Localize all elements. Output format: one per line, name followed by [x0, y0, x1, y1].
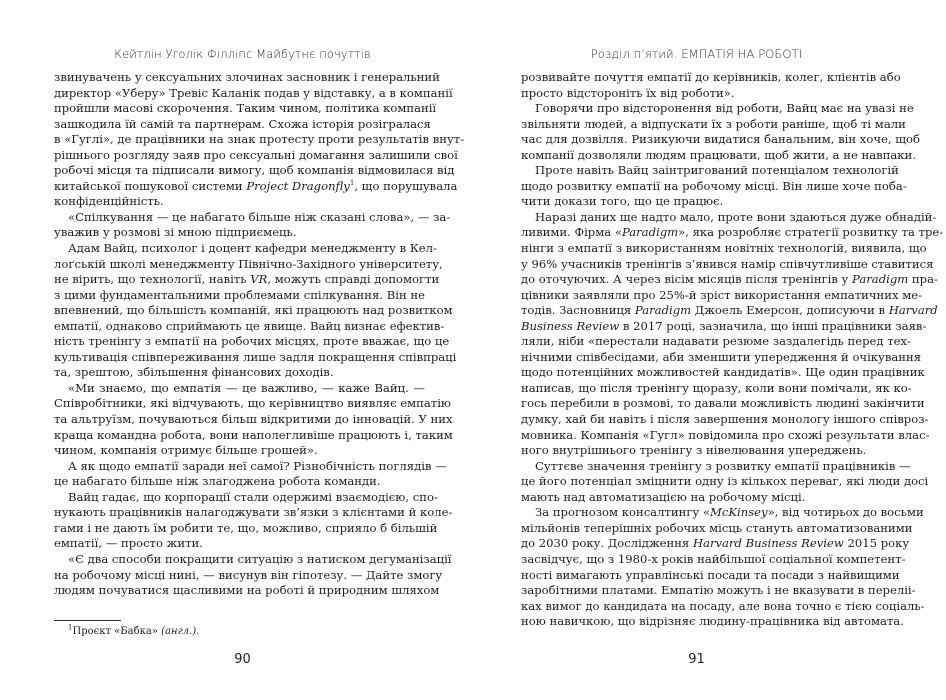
text-line [521, 490, 892, 506]
text-line [521, 101, 914, 117]
text-span: ного внутрішнього тренінгу з нівелювання упереджень. [521, 443, 867, 458]
footnote [68, 623, 200, 637]
text-span: директор «Уберу» Тревіс Каланік подав у відставку, а в компанії [54, 85, 453, 100]
text-span: культивація співпереживання лише задля покращення співпраці [54, 349, 457, 364]
italic-text: Paradigm [634, 303, 692, 318]
right-page [473, 0, 946, 700]
text-span: тодів. Засновниця [521, 303, 632, 318]
text-span: емпатії, однаково сприймають це явище. Вайц визнає ефектив- [54, 318, 445, 333]
text-line [521, 209, 937, 226]
text-span: », від чотирьох до восьми [767, 505, 924, 520]
footnote-ref: 1 [349, 178, 355, 187]
text-span: написав, що після тренінгу щоразу, коли вони помічали, як ко- [521, 380, 912, 395]
italic-text: Harvard [888, 303, 938, 318]
text-line [54, 381, 425, 397]
text-span: ках вимог до кандидата на посаду, але вона точно є тією соціаль- [521, 598, 925, 613]
text-line [521, 365, 925, 381]
text-span: пра- [908, 272, 938, 287]
text-span: Говорячи про відсторонення від роботи, Вайц має на увазі не [535, 101, 914, 116]
text-span: просто відстороніть їх від роботи». [521, 85, 735, 100]
text-line [521, 458, 911, 475]
text-span: Наразі даних ще надто мало, проте вони здаються дуже обнадій- [535, 209, 937, 224]
text-line [521, 520, 913, 537]
text-line [54, 116, 431, 133]
text-span: на робочому місці нині, — висунув він гіпотезу. — Дайте змогу [54, 567, 443, 582]
text-line [521, 412, 929, 428]
text-line [54, 288, 425, 304]
text-line [54, 318, 445, 335]
text-line [54, 427, 453, 444]
text-span: «Ми знаємо, що емпатія — це важливо, — каже Вайц. — [68, 380, 425, 395]
text-span: не вірить, що технології, навіть [54, 272, 247, 287]
text-span: робочі місця та підписали вимогу, щоб компанія відмовилася від [54, 163, 455, 178]
text-span: час для дозвілля. Ризикуючи видатися банальним, він хоче, щоб [521, 132, 920, 147]
text-span: ливими. Фірма « [521, 225, 622, 240]
text-line [54, 163, 455, 179]
text-span: в 2017 році, зазначила, що інші працівники заяв- [619, 318, 927, 333]
text-span: ності вимагають управлінські посади та посади з найвищими [521, 567, 900, 582]
text-span: », яка розробляє стратегії розвитку та тре- [678, 225, 944, 240]
text-line [521, 163, 899, 179]
text-span: гось перебили в розмові, то давали можливість людині закінчити [521, 396, 925, 411]
italic-text: Paradigm [621, 225, 679, 240]
text-line [54, 225, 425, 241]
italic-text: Project Dragonfly [246, 178, 350, 193]
text-line [521, 287, 922, 304]
text-line [521, 583, 916, 599]
text-line [54, 334, 450, 350]
text-line [521, 86, 892, 102]
text-line [54, 536, 425, 552]
text-line [54, 583, 440, 599]
text-line [521, 427, 930, 444]
text-span: мільйонів теперішніх робочих місць стануть автоматизованими [521, 520, 913, 535]
text-span: Проте навіть Вайц заінтригований потенціалом технологій [535, 163, 899, 178]
text-span: ляли, ніби «перестали надавати резюме заздалегідь перед тех- [521, 334, 911, 349]
text-line [521, 334, 911, 350]
text-line [54, 567, 443, 584]
text-line [521, 443, 892, 459]
text-span: краща командна робота, вони наполегливіше працюють і, таким [54, 427, 453, 442]
text-line [54, 256, 443, 273]
text-span: «Є два способи покращити ситуацію з натиском дегуманізації [68, 551, 452, 566]
text-span: розвивайте почуття емпатії до керівників, колег, клієнтів або [521, 70, 901, 84]
text-line [54, 396, 451, 412]
text-line [54, 194, 425, 210]
text-line [521, 505, 924, 521]
text-span: з цими фундаментальними проблемами спілкування. Він не [54, 287, 425, 302]
text-span: 2015 року [843, 536, 910, 551]
text-span: гами і не дають їм робити те, що, можливо, сприяло б більшій [54, 520, 438, 535]
text-line [521, 303, 938, 319]
text-line [521, 272, 938, 288]
text-span: нукають працівників налагоджувати зв’язки з клієнтами й коле- [54, 505, 453, 520]
text-span: заробітними платами. Емпатію можуть і не вказувати в переліі- [521, 583, 916, 598]
text-span: За прогнозом консалтингу « [535, 505, 711, 520]
text-line [521, 396, 925, 412]
footnote-text: Проєкт «Бабка» [72, 626, 158, 637]
text-span: уважив у розмові зі мною підприємець. [54, 225, 297, 240]
page-number: 90 [234, 652, 251, 667]
text-span: конфіденційність. [54, 194, 164, 209]
text-span: Суттєве значення тренінгу з розвитку емпатії працівників — [535, 458, 911, 473]
text-line [54, 303, 453, 319]
text-line [54, 551, 452, 568]
text-line [521, 256, 934, 273]
text-span: , що порушувала [354, 178, 458, 193]
text-span: «Спілкування — це набагато більше ніж сказані слова», — за- [68, 209, 451, 224]
text-line [54, 505, 453, 521]
text-line [54, 458, 447, 475]
text-span: Вайц гадає, що корпорації стали одержимі взаємодією, спо- [68, 489, 438, 504]
text-span: ність тренінгу з емпатії на робочих місцях, проте вважає, що це [54, 334, 450, 349]
italic-text: Business Review [521, 318, 620, 333]
text-span: китайської пошукової системи [54, 178, 243, 193]
text-line [54, 241, 437, 257]
text-span: нінги з емпатії з використанням новітніх технологій, виявила, що [521, 241, 927, 256]
text-span: у 96% учасників тренінгів з’явився намір співчутливіше ставитися [521, 256, 934, 271]
footnote-divider [54, 620, 121, 621]
text-line [54, 132, 465, 148]
text-line [54, 101, 437, 117]
text-span: цівники заявляли про 25%-й зріст використання емпатичних ме- [521, 287, 922, 302]
text-line [521, 178, 907, 195]
text-span: та альтруїзм, почуваються більш відкритими до інновацій. У них [54, 412, 453, 427]
text-span: впевнений, що більшість компаній, які працюють над розвитком [54, 303, 453, 318]
text-line [521, 536, 910, 552]
text-line [521, 567, 900, 584]
text-span: це набагато більше ніж злагоджена робота команди. [54, 474, 381, 489]
text-line [521, 70, 901, 86]
text-span: до оточуючих. А через вісім місяців після тренінгів у [521, 272, 849, 287]
text-span: Адам Вайц, психолог і доцент кафедри менеджменту в Кел- [68, 241, 437, 256]
text-line [54, 272, 440, 288]
italic-text: McKinsey [710, 505, 768, 520]
text-line [521, 551, 906, 568]
text-line [54, 365, 425, 381]
text-line [54, 520, 438, 537]
text-span: емпатії, — просто жити. [54, 536, 203, 551]
text-line [521, 225, 944, 241]
footnote-marker: 1 [68, 623, 73, 632]
running-head-chapter: Розділ п’ятий. ЕМПАТІЯ НА РОБОТІ [590, 47, 803, 61]
text-span: в «Гуглі», де працівники на знак протесту проти результатів внут- [54, 132, 465, 147]
text-span: чити докази того, що це працює. [521, 194, 724, 209]
text-span: нічними співбесідами, аби зменшити упередження й очікування [521, 349, 922, 364]
text-span: лоґській школі менеджменту Північно-Західного університету, [54, 256, 443, 271]
text-span: Співробітники, які відчувають, що керівництво виявляє емпатію [54, 396, 451, 411]
text-span: Джоель Емерсон, дописуючи в [691, 303, 886, 318]
text-span: мають над автоматизацією на робочому місці. [521, 489, 806, 504]
text-span: рішнього розгляду заяв про сексуальні домагання залишили свої [54, 147, 458, 162]
italic-text: Paradigm [852, 272, 909, 287]
text-span: думку, хай би навіть і після завершення монологу іншого співроз- [521, 412, 929, 427]
text-span: зашкодила їй самій та партнерам. Схожа історія розігралася [54, 116, 431, 131]
text-span: звинувачень у сексуальних злочинах засновник і генеральний [54, 70, 440, 84]
text-line [521, 116, 906, 133]
page-number: 91 [688, 652, 705, 667]
text-line [54, 209, 451, 226]
text-span: та, зрештою, збільшення фінансових доходів. [54, 365, 334, 380]
text-span: А як щодо емпатії заради неї самої? Різнобічність поглядів — [68, 458, 447, 473]
body-text [54, 70, 465, 599]
text-span: компанії дозволяли людям працювати, щоб жити, а не навпаки. [521, 147, 916, 162]
text-line [521, 380, 912, 397]
text-span: людям почуватися щасливими на роботі й природним шляхом [54, 583, 440, 598]
text-line [521, 194, 892, 210]
italic-text: VR [250, 272, 268, 287]
text-line [54, 412, 453, 428]
text-line [54, 178, 458, 195]
text-span: це його потенціал зміцнити одну із кількох переваг, які люди досі [521, 474, 929, 489]
text-line [54, 443, 425, 459]
text-line [54, 489, 438, 506]
text-line [521, 474, 929, 490]
text-line [521, 349, 922, 366]
text-line [521, 147, 916, 164]
text-line [54, 474, 425, 490]
text-span: звільняти людей, а відпускати їх з роботи раніше, щоб ті мали [521, 116, 906, 131]
text-span: чином, компанія отримує більше грошей». [54, 443, 318, 458]
footnote-italic: (англ.). [161, 626, 200, 637]
text-line [521, 132, 920, 148]
text-span: мовника. Компанія «Гугл» повідомила про схожі результати влас- [521, 427, 930, 442]
text-line [521, 318, 927, 335]
text-line [521, 614, 904, 630]
italic-text: Harvard Business Review [692, 536, 844, 551]
text-line [54, 70, 440, 86]
text-line [521, 598, 925, 615]
text-span: засвідчує, що з 1980-х років найбільшої соціальної компетент- [521, 551, 906, 566]
text-line [54, 147, 458, 164]
text-line [521, 241, 927, 257]
text-line [54, 85, 453, 102]
text-line [54, 349, 457, 366]
text-span: ною навичкою, що відрізняє людину-працівника від автомата. [521, 614, 904, 629]
text-span: , можуть справді допомогти [267, 272, 440, 287]
text-span: пройшли масові скорочення. Таким чином, політика компанії [54, 101, 437, 116]
text-span: до 2030 року. Дослідження [521, 536, 690, 551]
body-text [521, 70, 944, 630]
running-head-author-title: Кейтлін Уголік Філліпс Майбутнє почуттів [114, 47, 371, 61]
text-span: щодо потенційних можливостей кандидатів». Ще один працівник [521, 365, 925, 380]
text-span: щодо розвитку емпатії на робочому місці. Він лише хоче поба- [521, 178, 907, 193]
